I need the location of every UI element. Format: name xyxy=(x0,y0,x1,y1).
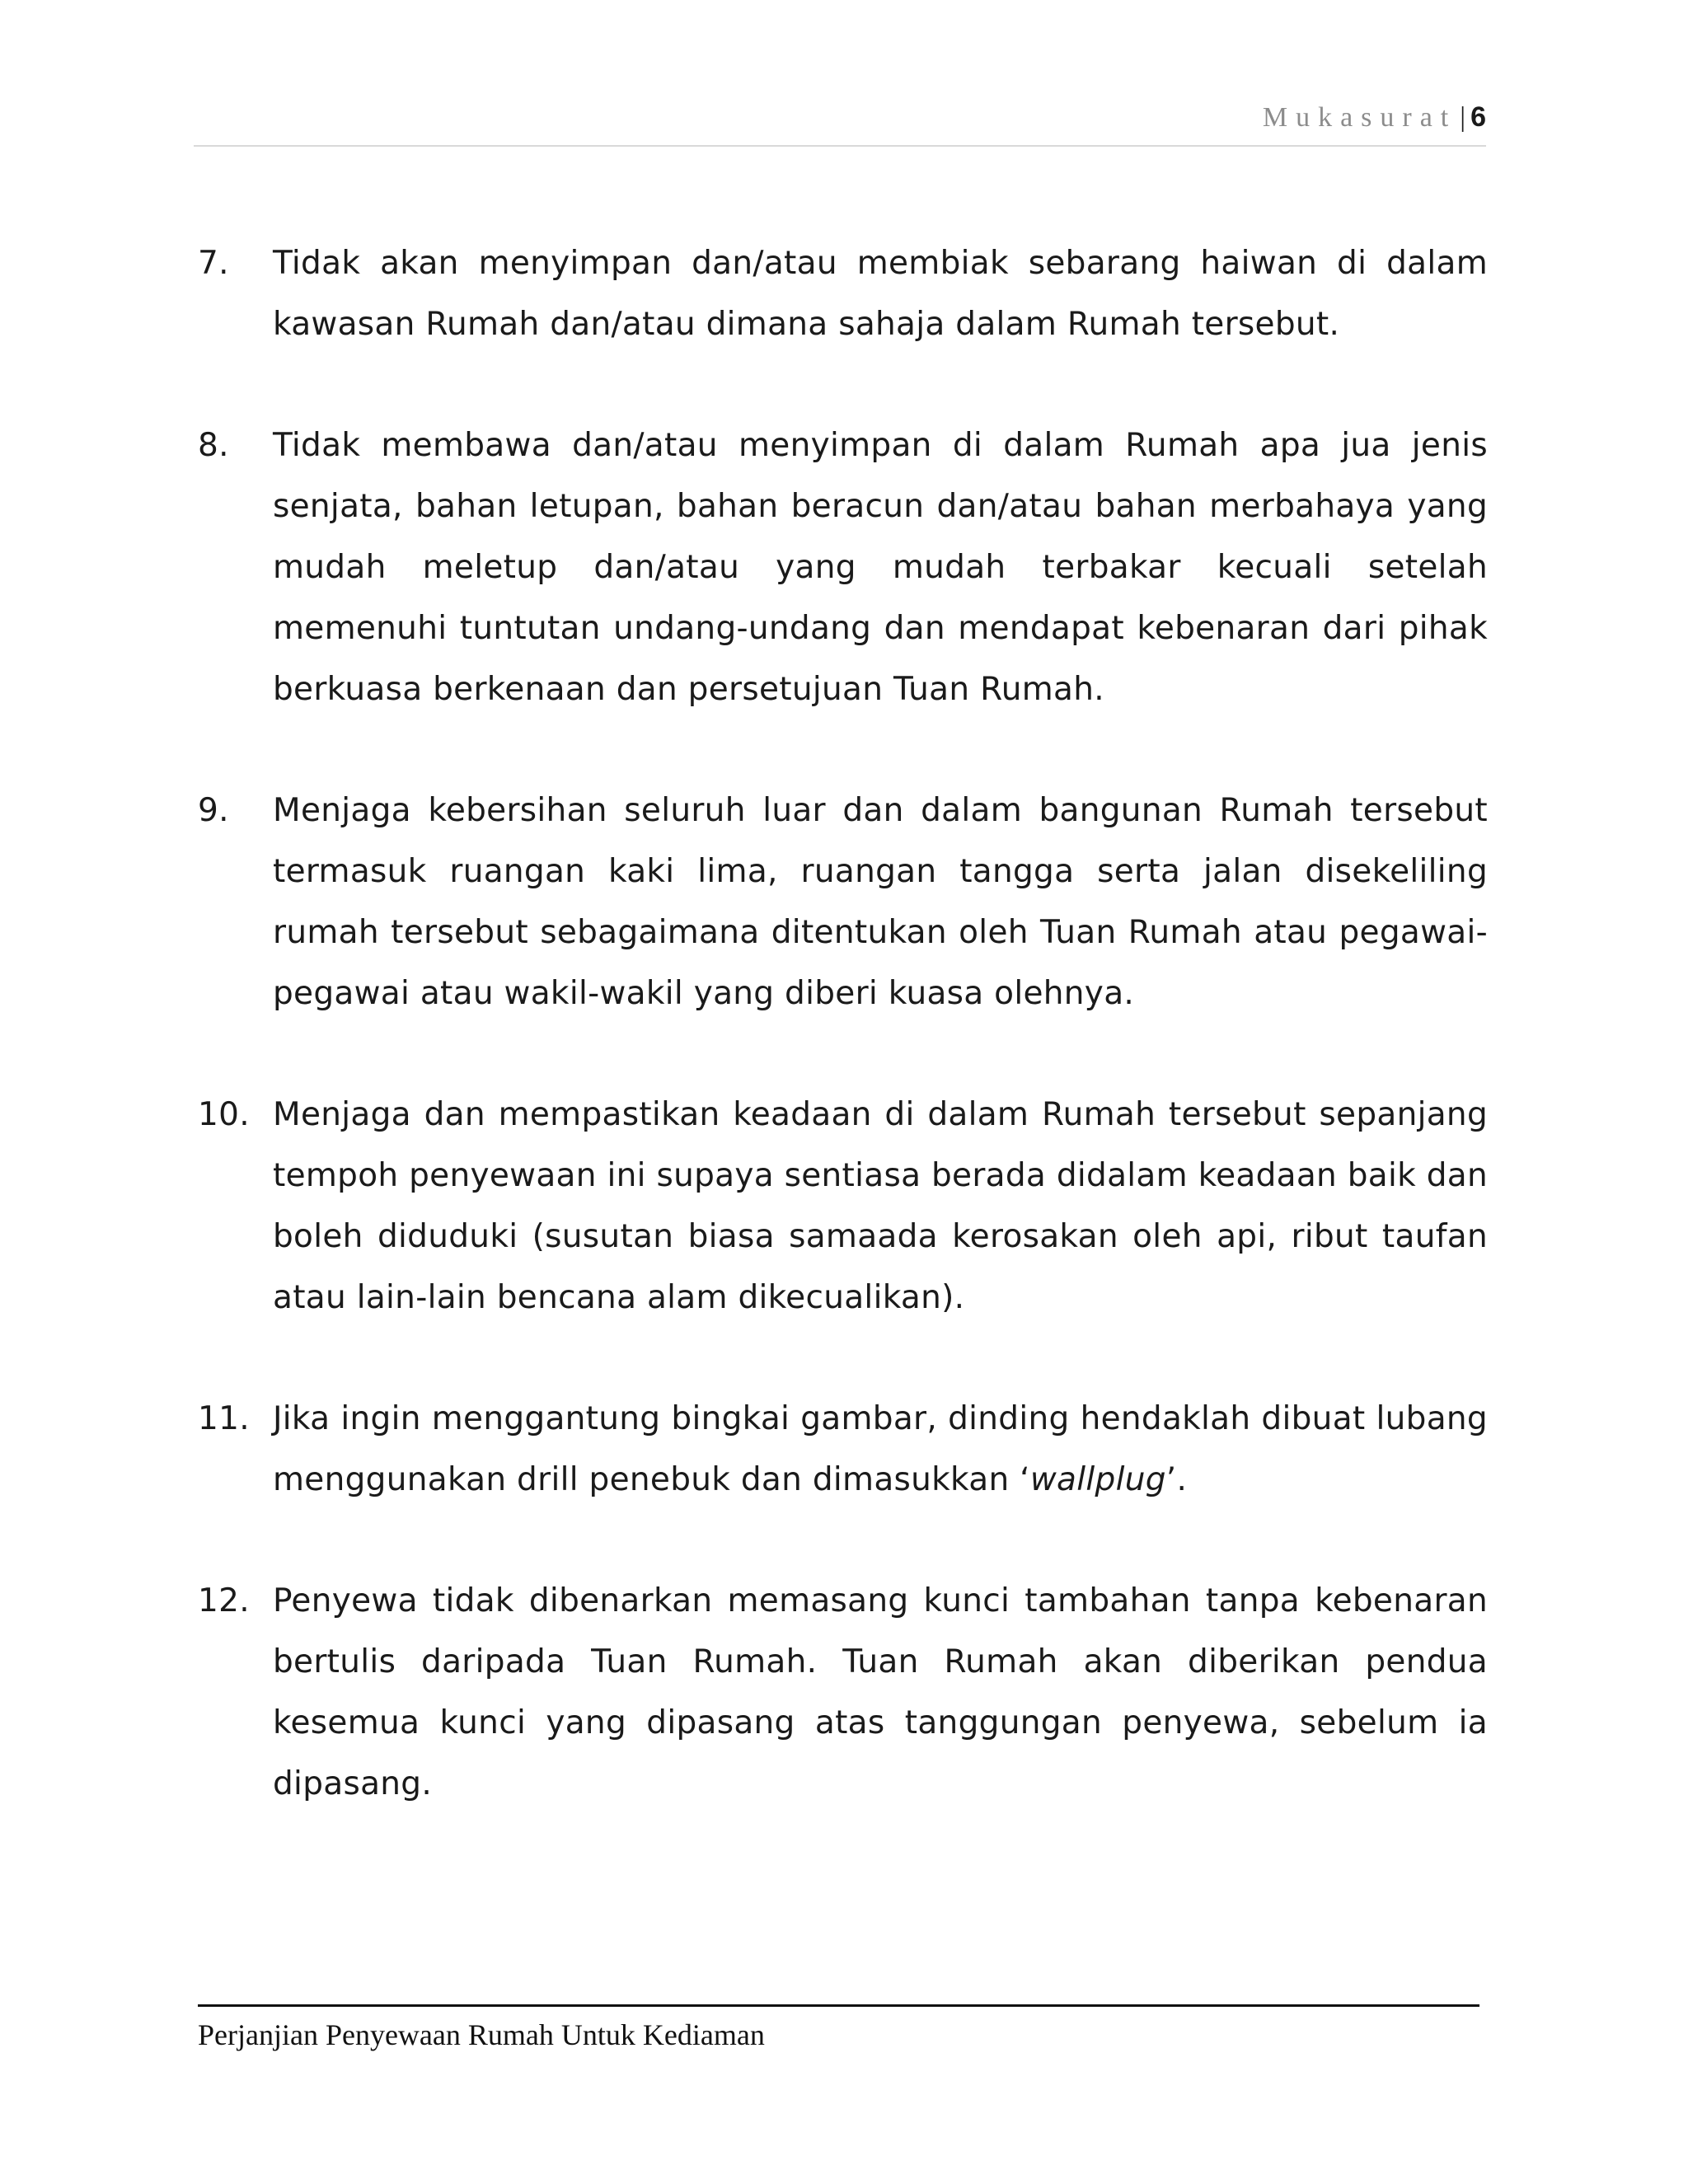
clause-number: 8. xyxy=(198,427,229,464)
clause-9 xyxy=(198,780,1488,1024)
footer-title: Perjanjian Penyewaan Rumah Untuk Kediaman xyxy=(198,2018,765,2051)
clause-number: 10. xyxy=(198,1096,250,1133)
clause-10 xyxy=(198,1085,1488,1329)
clause-number: 9. xyxy=(198,792,229,829)
clause-number: 7. xyxy=(198,245,229,282)
clause-list xyxy=(198,233,1488,1875)
clause-number: 12. xyxy=(198,1582,250,1619)
clause-text-italic: wallplug xyxy=(1029,1461,1166,1498)
clause-8 xyxy=(198,415,1488,720)
footer-divider xyxy=(198,2004,1479,2007)
page-number-block xyxy=(1263,97,1486,138)
page-label: Mukasurat xyxy=(1262,102,1457,133)
page-number: 6 xyxy=(1470,101,1486,133)
clause-text: Penyewa tidak dibenarkan memasang kunci tambahan tanpa kebenaran bertulis daripada Tuan Rumah. Tuan Rumah akan diberikan pendua kesemua kunci yang dipasang atas tanggungan penyewa, sebelum ia dipasang. xyxy=(273,1582,1488,1802)
clause-7 xyxy=(198,233,1488,355)
clause-number: 11. xyxy=(198,1400,250,1437)
clause-text-before: Jika ingin menggantung bingkai gambar, dinding hendaklah dibuat lubang menggunakan drill penebuk dan dimasukkan ‘ xyxy=(273,1400,1488,1498)
clause-11 xyxy=(198,1389,1488,1511)
clause-text: Menjaga dan mempastikan keadaan di dalam Rumah tersebut sepanjang tempoh penyewaan ini supaya sentiasa berada didalam keadaan baik dan boleh diduduki (susutan biasa samaada kerosakan oleh api, ribut taufan atau lain-lain bencana alam dikecualikan). xyxy=(273,1096,1488,1316)
clause-text: Menjaga kebersihan seluruh luar dan dalam bangunan Rumah tersebut termasuk ruangan kaki lima, ruangan tangga serta jalan disekeliling rumah tersebut sebagaimana ditentukan oleh Tuan Rumah atau pegawai-pegawai atau wakil-wakil yang diberi kuasa olehnya. xyxy=(273,792,1488,1012)
clause-text xyxy=(273,1389,1488,1511)
page-separator: | xyxy=(1460,102,1466,133)
clause-12 xyxy=(198,1571,1488,1815)
clause-text: Tidak akan menyimpan dan/atau membiak sebarang haiwan di dalam kawasan Rumah dan/atau dimana sahaja dalam Rumah tersebut. xyxy=(273,245,1488,343)
clause-text-after: ’. xyxy=(1165,1461,1188,1498)
clause-text: Tidak membawa dan/atau menyimpan di dalam Rumah apa jua jenis senjata, bahan letupan, bahan beracun dan/atau bahan merbahaya yang mudah meletup dan/atau yang mudah terbakar kecuali setelah memenuhi tuntutan undang-undang dan mendapat kebenaran dari pihak berkuasa berkenaan dan persetujuan Tuan Rumah. xyxy=(273,427,1488,708)
page-header xyxy=(194,97,1486,147)
